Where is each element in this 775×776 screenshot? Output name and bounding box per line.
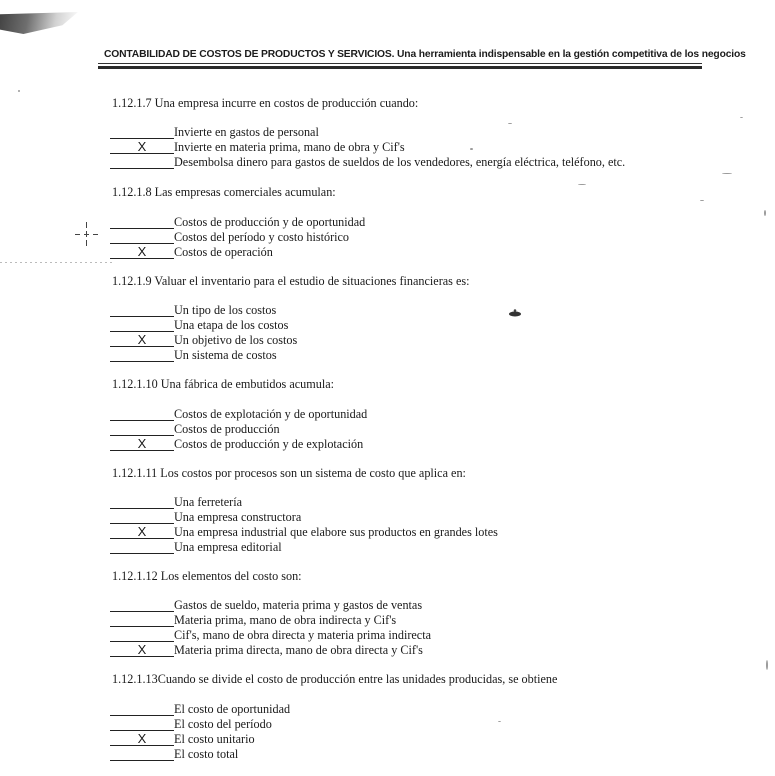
scan-dotted-line xyxy=(0,262,115,263)
answer-blank[interactable] xyxy=(110,407,174,421)
scan-speck xyxy=(764,210,766,216)
answer-blank[interactable] xyxy=(110,598,174,612)
scan-speck xyxy=(766,660,768,670)
answer-blank[interactable] xyxy=(110,613,174,627)
option-text: Gastos de sueldo, materia prima y gastos de ventas xyxy=(174,598,423,612)
answer-blank[interactable] xyxy=(110,717,174,731)
header-rule xyxy=(98,63,702,64)
scan-speck xyxy=(498,721,501,722)
scan-speck xyxy=(508,123,512,124)
question-title: 1.12.1.9 Valuar el inventario para el estudio de situaciones financieras es: xyxy=(112,274,470,288)
question-title: 1.12.1.11 Los costos por procesos son un sistema de costo que aplica en: xyxy=(112,466,466,480)
answer-blank[interactable] xyxy=(110,540,174,554)
answer-blank[interactable] xyxy=(110,495,174,509)
answer-blank[interactable]: X xyxy=(110,643,174,657)
option-text: Materia prima directa, mano de obra directa y Cif's xyxy=(174,643,423,657)
scan-speck xyxy=(470,148,473,150)
answer-blank[interactable] xyxy=(110,215,174,229)
answer-blank[interactable] xyxy=(110,303,174,317)
answer-blank[interactable] xyxy=(110,125,174,139)
document-header: CONTABILIDAD DE COSTOS DE PRODUCTOS Y SERVICIOS. Una herramienta indispensable en la gestión competitiva de los negocios xyxy=(104,49,746,60)
question-title: 1.12.1.8 Las empresas comerciales acumulan: xyxy=(112,185,336,199)
answer-blank[interactable] xyxy=(110,230,174,244)
ink-blot-icon xyxy=(508,309,522,317)
answer-blank[interactable] xyxy=(110,155,174,169)
option-text: Cif's, mano de obra directa y materia prima indirecta xyxy=(174,628,432,642)
scan-speck xyxy=(18,90,20,92)
answer-blank[interactable] xyxy=(110,318,174,332)
scan-smudge xyxy=(0,12,78,34)
answer-blank[interactable] xyxy=(110,510,174,524)
option-text: Invierte en gastos de personal xyxy=(174,125,319,139)
answer-blank[interactable] xyxy=(110,348,174,362)
option-text: Desembolsa dinero para gastos de sueldos de los vendedores, energía eléctrica, teléfono, etc. xyxy=(174,155,626,169)
question-title: 1.12.1.13Cuando se divide el costo de producción entre las unidades producidas, se obtiene xyxy=(112,672,558,686)
option-text: El costo del período xyxy=(174,717,272,731)
header-rule-thick xyxy=(98,66,702,69)
answer-blank[interactable]: X xyxy=(110,333,174,347)
question-title: 1.12.1.7 Una empresa incurre en costos de producción cuando: xyxy=(112,96,419,110)
answer-blank[interactable] xyxy=(110,702,174,716)
answer-blank[interactable]: X xyxy=(110,437,174,451)
question-title: 1.12.1.10 Una fábrica de embutidos acumula: xyxy=(112,377,335,391)
option-text: El costo de oportunidad xyxy=(174,702,291,716)
option-text: El costo total xyxy=(174,747,239,761)
question-title: 1.12.1.12 Los elementos del costo son: xyxy=(112,569,302,583)
option-text: Un sistema de costos xyxy=(174,348,277,362)
answer-blank[interactable] xyxy=(110,628,174,642)
option-text: Una ferretería xyxy=(174,495,242,509)
crosshair-mark xyxy=(75,222,99,248)
answer-blank[interactable]: X xyxy=(110,245,174,259)
option-text: Costos de producción y de explotación xyxy=(174,437,364,451)
option-text: Una empresa constructora xyxy=(174,510,302,524)
option-text: Costos de explotación y de oportunidad xyxy=(174,407,368,421)
option-text: Una empresa editorial xyxy=(174,540,282,554)
answer-blank[interactable] xyxy=(110,747,174,761)
scan-speck xyxy=(740,117,743,118)
scan-speck xyxy=(722,173,732,174)
option-text: Materia prima, mano de obra indirecta y Cif's xyxy=(174,613,397,627)
answer-blank[interactable]: X xyxy=(110,140,174,154)
option-text: El costo unitario xyxy=(174,732,255,746)
option-text: Una empresa industrial que elabore sus productos en grandes lotes xyxy=(174,525,498,539)
option-text: Un tipo de los costos xyxy=(174,303,277,317)
answer-blank[interactable] xyxy=(110,422,174,436)
option-text: Costos de producción y de oportunidad xyxy=(174,215,366,229)
option-text: Una etapa de los costos xyxy=(174,318,289,332)
option-text: Costos de producción xyxy=(174,422,280,436)
option-text: Costos del período y costo histórico xyxy=(174,230,350,244)
scan-speck xyxy=(578,184,586,185)
option-text: Costos de operación xyxy=(174,245,273,259)
option-text: Un objetivo de los costos xyxy=(174,333,298,347)
scan-speck xyxy=(700,200,704,201)
option-text: Invierte en materia prima, mano de obra y Cif's xyxy=(174,140,405,154)
answer-blank[interactable]: X xyxy=(110,525,174,539)
answer-blank[interactable]: X xyxy=(110,732,174,746)
